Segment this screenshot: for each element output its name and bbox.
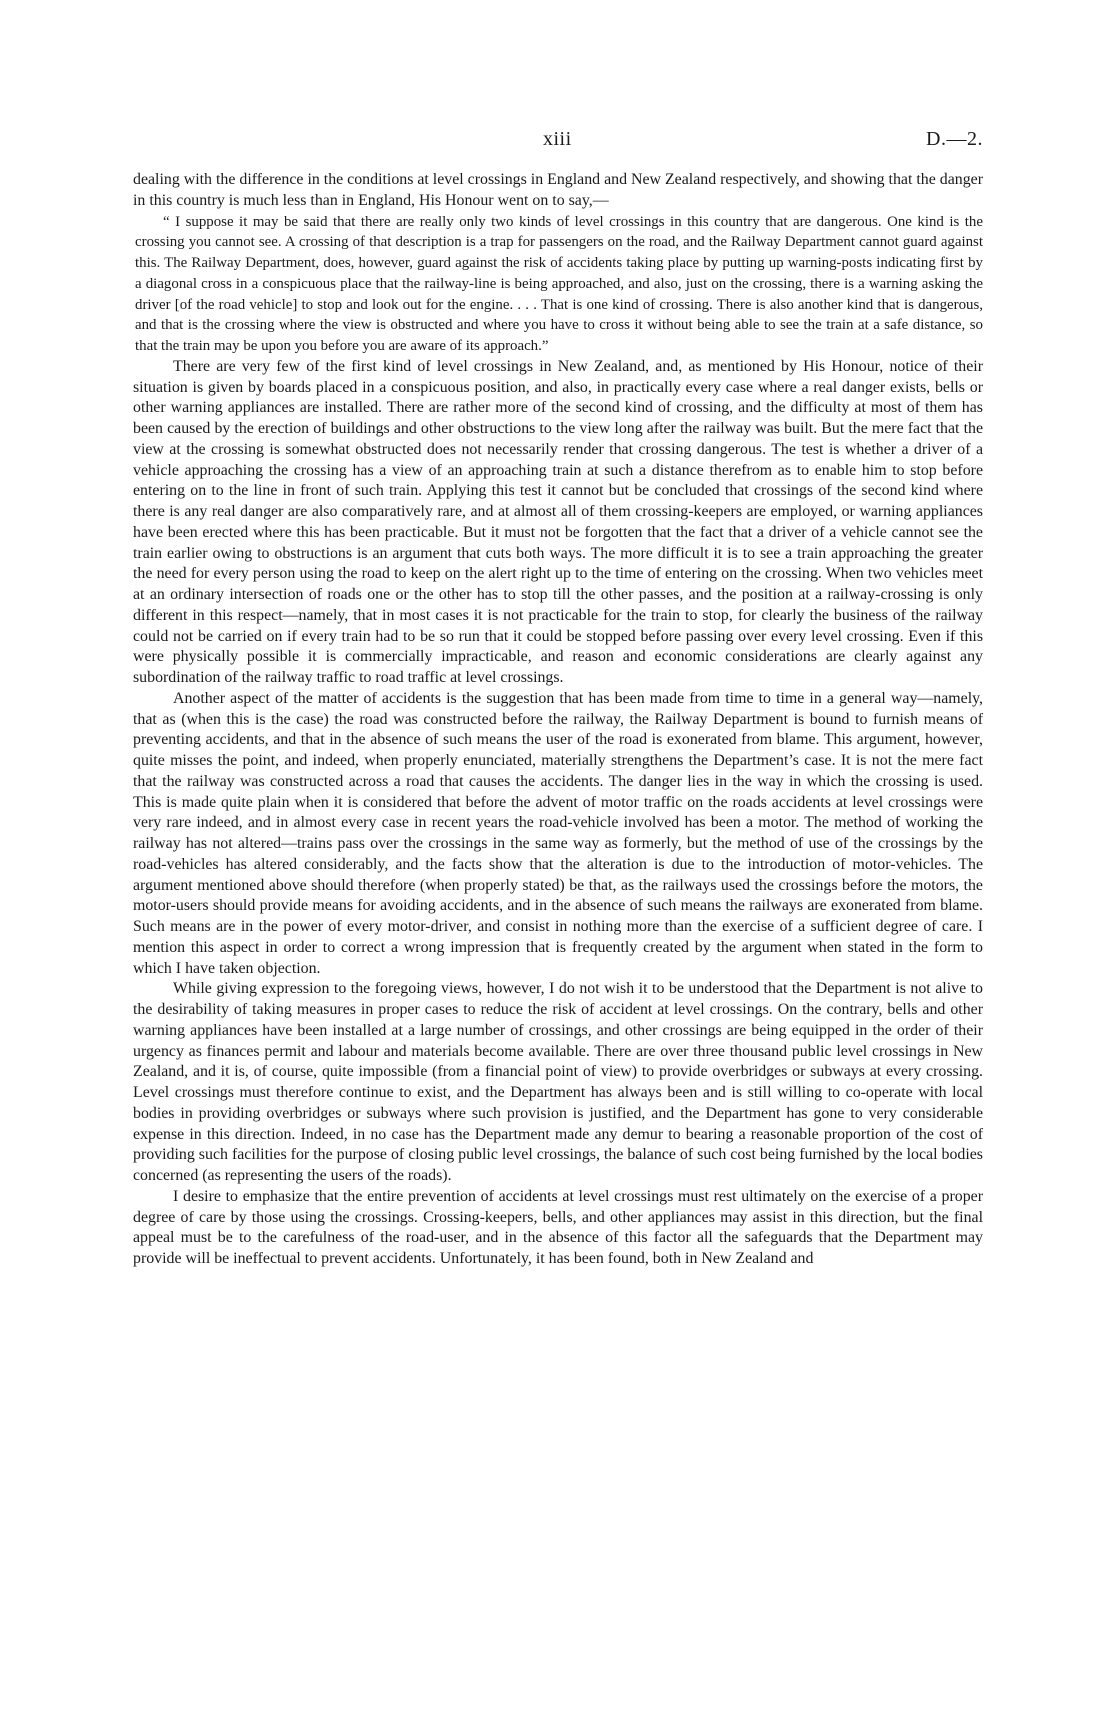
page-number: xiii [543, 128, 572, 150]
paragraph-care-emphasis: I desire to emphasize that the entire prevention of accidents at level crossings must rest ultimately on the exercise of a proper degree of care by those using the crossings. Crossing-keepers, bells, and other appliances may assist in this direction, but the final appeal must be to the carefulness of the road-user, and in the absence of this factor all the safeguards that the Department may provide will be ineffectual to prevent accidents. Unfortunately, it has been found, both in New Zealand and [133, 1187, 983, 1267]
document-page [133, 0, 983, 1714]
paragraph-accidents-aspect: Another aspect of the matter of accidents is the suggestion that has been made from time to time in a general way—namely, that as (when this is the case) the road was constructed before the railway, the Railway Department is bound to furnish means of preventing accidents, and that in the absence of such means the user of the road is exonerated from blame. This argument, however, quite misses the point, and indeed, when properly enunciated, materially strengthens the Department’s case. It is not the mere fact that the railway was constructed across a road that causes the accidents. The danger lies in the way in which the crossing is used. This is made quite plain when it is considered that before the advent of motor traffic on the roads accidents at level crossings were very rare indeed, and in almost every case in recent years the road-vehicle involved has been a motor. The method of working the railway has not altered—trains pass over the crossings in the same way as formerly, but the method of use of the crossings by the road-vehicles has altered considerably, and the facts show that the alteration is due to the introduction of motor-vehicles. The argument mentioned above should therefore (when properly stated) be that, as the railways used the crossings before the motors, the motor-users should provide means for avoiding accidents, and in the absence of such means the railways are exonerated from blame. Such means are in the power of every motor-driver, and consist in nothing more than the exercise of a sufficient degree of care. I mention this aspect in order to correct a wrong impression that is frequently created by the argument when stated in the form to which I have taken objection. [133, 689, 983, 977]
quotation-paragraph: “ I suppose it may be said that there are really only two kinds of level crossings in this country that are dangerous. One kind is the crossing you cannot see. A crossing of that description is a trap for passengers on the road, and the Railway Department cannot guard against this. The Railway Department, does, however, guard against the risk of accidents taking place by putting up warning-posts indicating first by a diagonal cross in a conspicuous place that the railway-line is being approached, and also, just on the crossing, there is a warning asking the driver [of the road vehicle] to stop and look out for the engine. . . . That is one kind of crossing. There is also another kind that is dangerous, and that is the crossing where the view is obstructed and where you have to cross it without being able to see the train at a safe distance, so that the train may be upon you before you are aware of its approach.” [135, 213, 983, 354]
body-text [133, 170, 983, 1270]
paragraph-continued: dealing with the difference in the conditions at level crossings in England and New Zealand respectively, and showing that the danger in this country is much less than in England, His Honour went on to say,— [133, 171, 983, 209]
paragraph-department-measures: While giving expression to the foregoing views, however, I do not wish it to be understood that the Department is not alive to the desirability of taking measures in proper cases to reduce the risk of accident at level crossings. On the contrary, bells and other warning appliances have been installed at a large number of crossings, and other crossings are being equipped in the order of their urgency as finances permit and labour and materials become available. There are over three thousand public level crossings in New Zealand, and it is, of course, quite impossible (from a financial point of view) to provide overbridges or subways at every crossing. Level crossings must therefore continue to exist, and the Department has always been and is still willing to co-operate with local bodies in providing overbridges or subways where such provision is justified, and the Department has gone to very considerable expense in this direction. Indeed, in no case has the Department made any demur to bearing a reasonable proportion of the cost of providing such facilities for the purpose of closing public level crossings, the balance of such cost being furnished by the local bodies concerned (as representing the users of the roads). [133, 980, 983, 1184]
paragraph-level-crossings-kinds: There are very few of the first kind of level crossings in New Zealand, and, as mentioned by His Honour, notice of their situation is given by boards placed in a conspicuous position, and also, in practically every case where a real danger exists, bells or other warning appliances are installed. There are rather more of the second kind of crossing, and the difficulty at most of them has been caused by the erection of buildings and other obstructions to the view long after the railway was built. But the mere fact that the view at the crossing is somewhat obstructed does not necessarily render that crossing dangerous. The test is whether a driver of a vehicle approaching the crossing has a view of an approaching train at such a distance therefrom as to enable him to stop before entering on to the line in front of such train. Applying this test it cannot but be concluded that crossings of the second kind where there is any real danger are also comparatively rare, and at almost all of them crossing-keepers are employed, or warning appliances have been erected where this has been practicable. But it must not be forgotten that the fact that a driver of a vehicle cannot see the train earlier owing to obstructions is an argument that cuts both ways. The more difficult it is to see a train approaching the greater the need for every person using the road to keep on the alert right up to the time of entering on the crossing. When two vehicles meet at an ordinary intersection of roads one or the other has to stop till the other passes, and the position at a railway-crossing is only different in this respect—namely, that in most cases it is not practicable for the train to stop, for clearly the business of the railway could not be carried on if every train had to be so run that it could be stopped before passing over every level crossing. Even if this were physically possible it is commercially impracticable, and reason and economic considerations are clearly against any subordination of the railway traffic to road traffic at level crossings. [133, 357, 983, 686]
paper-code: D.—2. [926, 128, 983, 150]
page-header [133, 128, 983, 158]
